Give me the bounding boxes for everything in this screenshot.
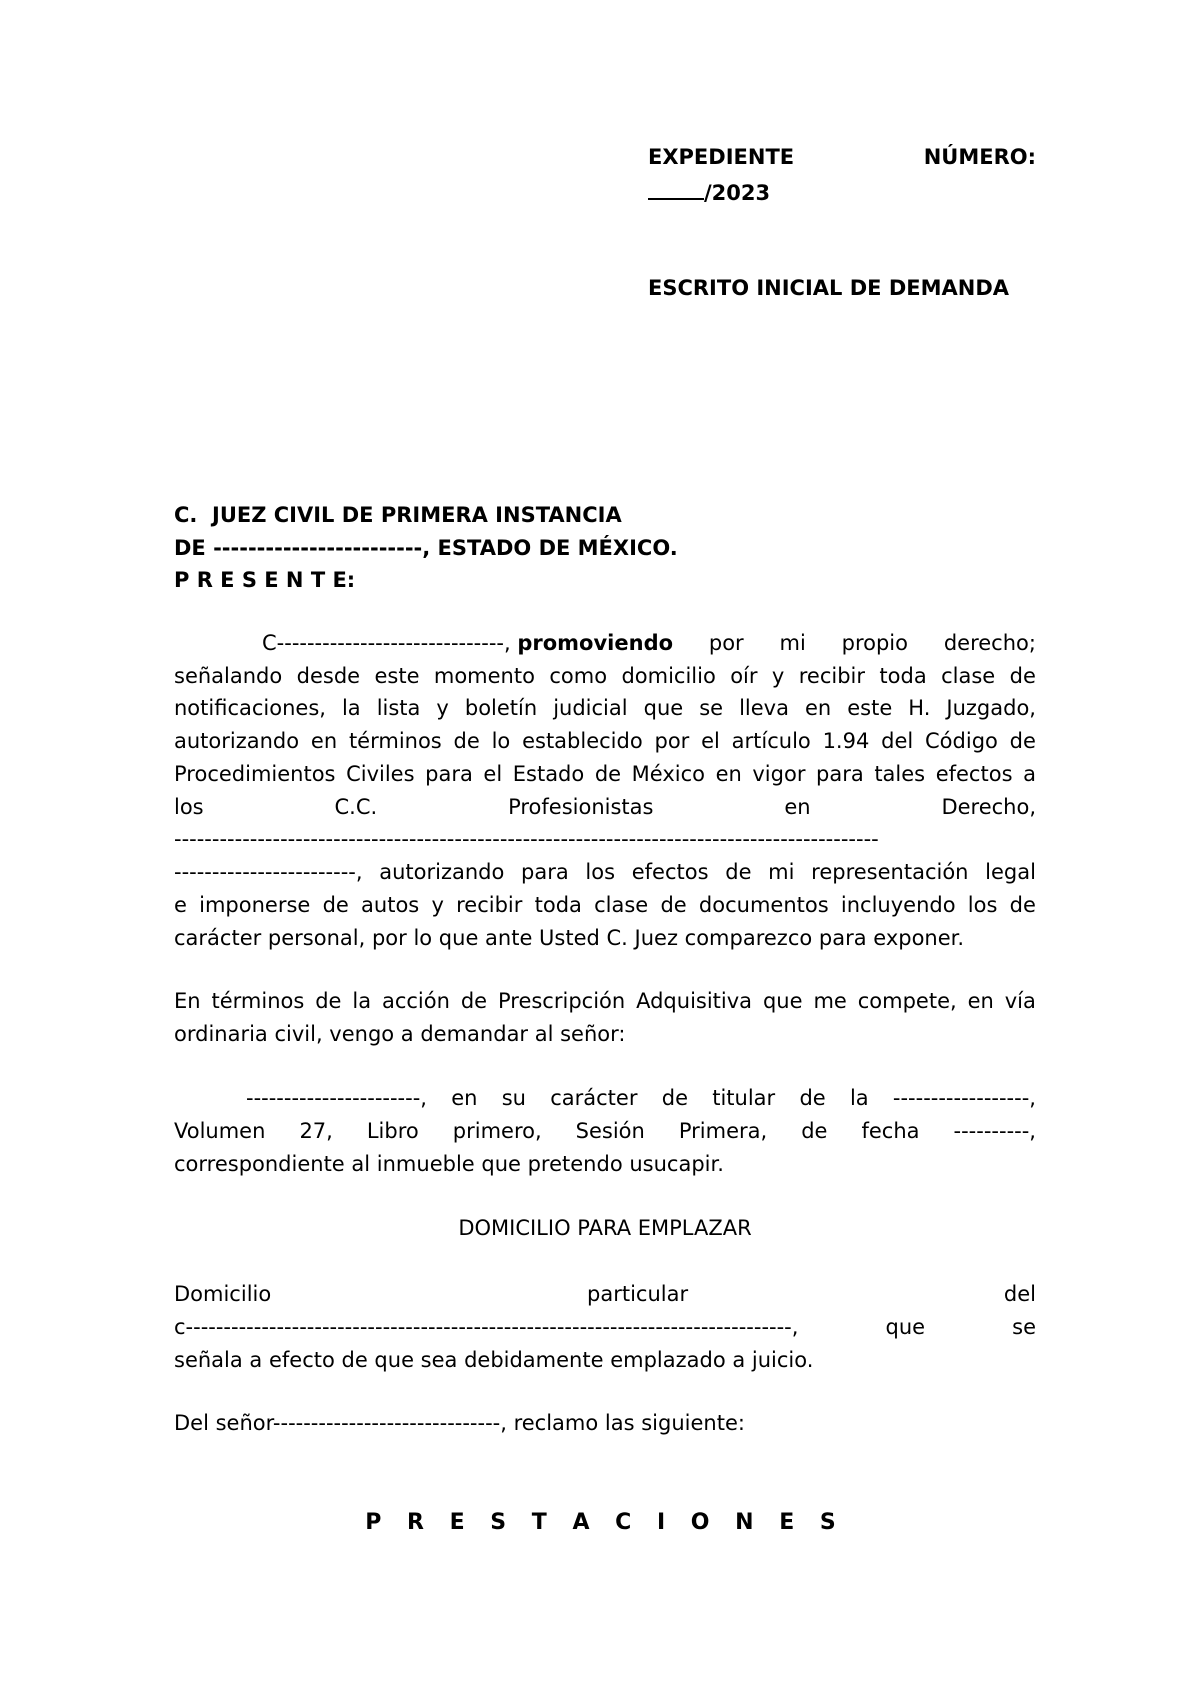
expediente-line: [648, 144, 1036, 170]
word: En: [174, 989, 201, 1013]
word: los: [174, 795, 204, 819]
word: C.C.: [334, 795, 378, 819]
word: Profesionistas: [508, 795, 654, 819]
word: carácter: [550, 1086, 638, 1110]
word: -----------------------,: [246, 1086, 427, 1110]
reclamo-line: Del señor------------------------------, reclamo las siguiente:: [174, 1411, 745, 1435]
word: términos: [348, 729, 442, 753]
para1-line-1: [262, 630, 1036, 656]
word: ------------------,: [892, 1086, 1036, 1110]
para3-line-1: [246, 1085, 1036, 1111]
word: ------------------------,: [174, 860, 363, 884]
word: 1.94: [822, 729, 870, 753]
document-title: ESCRITO INICIAL DE DEMANDA: [648, 276, 1009, 300]
presente-label: P R E S E N T E:: [174, 568, 356, 592]
word: y: [431, 893, 444, 917]
word: recibir: [456, 893, 523, 917]
word: autos: [361, 893, 420, 917]
word: del: [881, 729, 914, 753]
word: fecha: [861, 1119, 920, 1143]
word: Primera,: [678, 1119, 768, 1143]
word: a: [1023, 762, 1036, 786]
word: para: [521, 860, 569, 884]
word: señalando: [174, 664, 283, 688]
word: representación: [811, 860, 969, 884]
word: en: [967, 989, 994, 1013]
word: Juzgado,: [946, 696, 1036, 720]
word: Derecho,: [941, 795, 1036, 819]
word: por: [654, 729, 690, 753]
word: primero,: [452, 1119, 542, 1143]
para3-line-2: [174, 1118, 1036, 1144]
word: toda: [879, 664, 927, 688]
word: derecho;: [943, 631, 1036, 655]
word: su: [501, 1086, 526, 1110]
para1-line-6: [174, 794, 1036, 820]
word: boletín: [464, 696, 538, 720]
word: domicilio: [621, 664, 716, 688]
word: documentos: [698, 893, 829, 917]
word: se: [699, 696, 724, 720]
word: particular: [587, 1282, 689, 1306]
word: la: [849, 1086, 869, 1110]
word: ----------,: [953, 1119, 1036, 1143]
word: y: [436, 696, 449, 720]
word: Civiles: [346, 762, 415, 786]
addressee-line-2: DE ------------------------, ESTADO DE MÉXICO.: [174, 536, 678, 560]
word: de: [801, 1119, 828, 1143]
word: en: [784, 795, 811, 819]
word: 27,: [299, 1119, 333, 1143]
word: de: [453, 729, 480, 753]
word: titular: [712, 1086, 776, 1110]
domicilio-line-2: [174, 1314, 1036, 1340]
word: de: [725, 860, 752, 884]
prestaciones-heading: P R E S T A C I O N E S: [365, 1510, 845, 1535]
word: me: [813, 989, 847, 1013]
word: Estado: [512, 762, 585, 786]
word: que: [885, 1315, 926, 1339]
para3-line-3: correspondiente al inmueble que pretendo usucapir.: [174, 1152, 724, 1176]
word: de: [1009, 664, 1036, 688]
domicilio-line-3: señala a efecto de que sea debidamente emplazado a juicio.: [174, 1348, 814, 1372]
para1-line-2: [174, 663, 1036, 689]
word: de: [315, 989, 342, 1013]
word: Adquisitiva: [636, 989, 753, 1013]
para1-line-10: carácter personal, por lo que ante Usted C. Juez comparezco para exponer.: [174, 926, 965, 950]
word: vigor: [752, 762, 806, 786]
word: desde: [296, 664, 361, 688]
domicilio-heading: DOMICILIO PARA EMPLAZAR: [458, 1216, 752, 1240]
word: Código: [925, 729, 998, 753]
word: en: [715, 762, 742, 786]
word: Sesión: [575, 1119, 645, 1143]
para1-line-8: [174, 859, 1036, 885]
word: Procedimientos: [174, 762, 336, 786]
word: de: [661, 1086, 688, 1110]
word: que: [762, 989, 803, 1013]
promovente-blank: C------------------------------,: [262, 631, 511, 655]
word: e: [174, 893, 187, 917]
domicilio-line-1: [174, 1281, 1036, 1307]
word: artículo: [731, 729, 811, 753]
word: Prescripción: [497, 989, 626, 1013]
para1-line-4: [174, 728, 1036, 754]
word: autorizando: [379, 860, 505, 884]
word: vía: [1004, 989, 1036, 1013]
numero-label: NÚMERO:: [923, 145, 1036, 169]
word: México: [631, 762, 705, 786]
word: c--------------------------------------------------------------------------------,: [174, 1315, 799, 1339]
word: de: [799, 1086, 826, 1110]
word: Volumen: [174, 1119, 266, 1143]
word: recibir: [798, 664, 866, 688]
word: mi: [768, 860, 795, 884]
para1-line-5: [174, 761, 1036, 787]
word: mi: [779, 631, 806, 655]
para1-line-3: [174, 695, 1036, 721]
addressee-line-1: C. JUEZ CIVIL DE PRIMERA INSTANCIA: [174, 503, 622, 527]
word: de: [460, 989, 488, 1013]
word: clase: [594, 893, 649, 917]
word: H.: [908, 696, 931, 720]
word: propio: [841, 631, 908, 655]
word: este: [847, 696, 893, 720]
word: oír: [730, 664, 758, 688]
word: notificaciones,: [174, 696, 326, 720]
word: en: [310, 729, 338, 753]
word: compete,: [857, 989, 957, 1013]
word: los: [585, 860, 616, 884]
word: momento: [433, 664, 535, 688]
para1-dash-line: ---------------------------------------------------------------------------------------------: [174, 827, 879, 851]
expediente-label: EXPEDIENTE: [648, 145, 795, 169]
word: para: [425, 762, 473, 786]
expediente-year: /2023: [704, 181, 771, 205]
word: toda: [534, 893, 582, 917]
word: efectos: [631, 860, 709, 884]
word: efectos: [935, 762, 1013, 786]
word: y: [771, 664, 785, 688]
word: este: [374, 664, 420, 688]
word: del: [1003, 1282, 1036, 1306]
word: acción: [381, 989, 450, 1013]
word: Domicilio: [174, 1282, 272, 1306]
word: para: [816, 762, 864, 786]
para2-line-1: [174, 988, 1036, 1014]
word: el: [483, 762, 503, 786]
word: por: [708, 631, 744, 655]
word: la: [352, 989, 372, 1013]
word: imponerse: [199, 893, 311, 917]
word: Libro: [366, 1119, 419, 1143]
para2-line-2: ordinaria civil, vengo a demandar al señor:: [174, 1022, 626, 1046]
word: legal: [985, 860, 1036, 884]
word: incluyendo: [840, 893, 956, 917]
word: términos: [211, 989, 305, 1013]
word: de: [1009, 893, 1036, 917]
word: clase: [941, 664, 996, 688]
word: como: [549, 664, 608, 688]
word: autorizando: [174, 729, 300, 753]
word: establecido: [522, 729, 643, 753]
word: se: [1012, 1315, 1036, 1339]
word: de: [322, 893, 349, 917]
word: la: [341, 696, 361, 720]
number-blank: [648, 178, 704, 200]
word: de: [660, 893, 687, 917]
word: lista: [376, 696, 421, 720]
word: lleva: [739, 696, 789, 720]
word: tales: [874, 762, 926, 786]
word: lo: [491, 729, 511, 753]
word: en: [805, 696, 832, 720]
para1-line-9: [174, 892, 1036, 918]
word: los: [967, 893, 998, 917]
expediente-number: [648, 178, 1036, 206]
word: que: [643, 696, 684, 720]
word: en: [451, 1086, 478, 1110]
word: de: [1009, 729, 1036, 753]
word: judicial: [553, 696, 628, 720]
word: de: [594, 762, 622, 786]
promoviendo-word: promoviendo: [517, 631, 674, 655]
word: el: [701, 729, 720, 753]
